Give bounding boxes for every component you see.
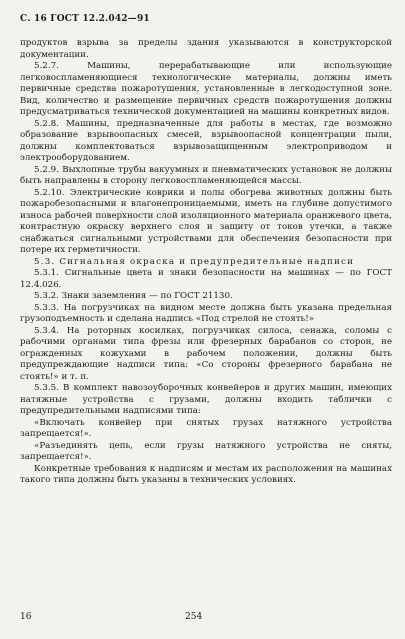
paragraph: Конкретные требования к надписям и местам их расположения на машинах такого типа должны быть указаны в технических условиях. <box>20 463 392 485</box>
section-heading: 5.3. Сигнальная окраска и предупредительные надписи <box>34 256 355 267</box>
paragraph: 5.3.4. На роторных косилках, погрузчиках силоса, сенажа, соломы с рабочими органами типа фрезы или фрезерных барабанов со сторон, не огражденных кожухами в рабочем положении, должны быть предупреждающие надписи типа: «Со стороны фрезерного барабана не стоять!» и т. п. <box>20 325 392 382</box>
paragraph: 5.2.7. Машины, перерабатывающие или использующие легковоспламеняющиеся технологические материалы, должны иметь первичные средства пожаротушения, установленные в легкодоступной зоне. Вид, количество и размещение первичных средств пожаротушения должны предусматриваться технической документацией на машины конкретных видов. <box>20 61 392 117</box>
paragraph: «Разъединять цепь, если грузы натяжного устройства не сняты, запрещается!». <box>20 440 392 462</box>
paragraph: «Включать конвейер при снятых грузах натяжного устройства запрещается!». <box>20 417 392 439</box>
page-number-center: 254 <box>185 612 203 622</box>
paragraph: 5.3.5. В комплект навозоуборочных конвейеров и других машин, имеющих натяжные устройства с грузами, должны входить таблички с предупредительными надписями типа: <box>20 383 392 416</box>
document-body <box>20 38 392 487</box>
paragraph: 5.2.10. Электрические коврики и полы обогрева животных должны быть пожаробезопасными и влагонепроницаемыми, иметь на глубине допустимого износа рабочей поверхности слой изоляционного материала оранжевого цвета, контрастную окраску верхнего слоя и защиту от токов утечки, а также снабжаться сигнальными устройствами для обеспечения безопасности при потере их герметичности. <box>20 187 392 255</box>
paragraph: 5.3.2. Знаки заземления — по ГОСТ 21130. <box>34 291 233 301</box>
paragraph: 5.2.8. Машины, предназначенные для работы в местах, где возможно образование взрывоопасных смесей, взрывоопасной концентрации пыли, должны комплектоваться взрывозащищенным электроприводом и электрооборудованием. <box>20 118 392 163</box>
page-number-left: 16 <box>20 612 32 622</box>
paragraph: 5.3.3. На погрузчиках на видном месте должна быть указана предельная грузоподъемность и сделана надпись «Под стрелой не стоять!» <box>20 302 392 324</box>
page-header: С. 16 ГОСТ 12.2.042—91 <box>20 14 150 24</box>
paragraph: 5.2.9. Выхлопные трубы вакуумных и пневматических установок не должны быть направлены в сторону легковоспламеняющейся массы. <box>20 164 392 186</box>
paragraph: 5.3.1. Сигнальные цвета и знаки безопасности на машинах — по ГОСТ 12.4.026. <box>20 268 392 290</box>
paragraph: продуктов взрыва за пределы здания указываются в конструкторской документации. <box>20 38 392 60</box>
